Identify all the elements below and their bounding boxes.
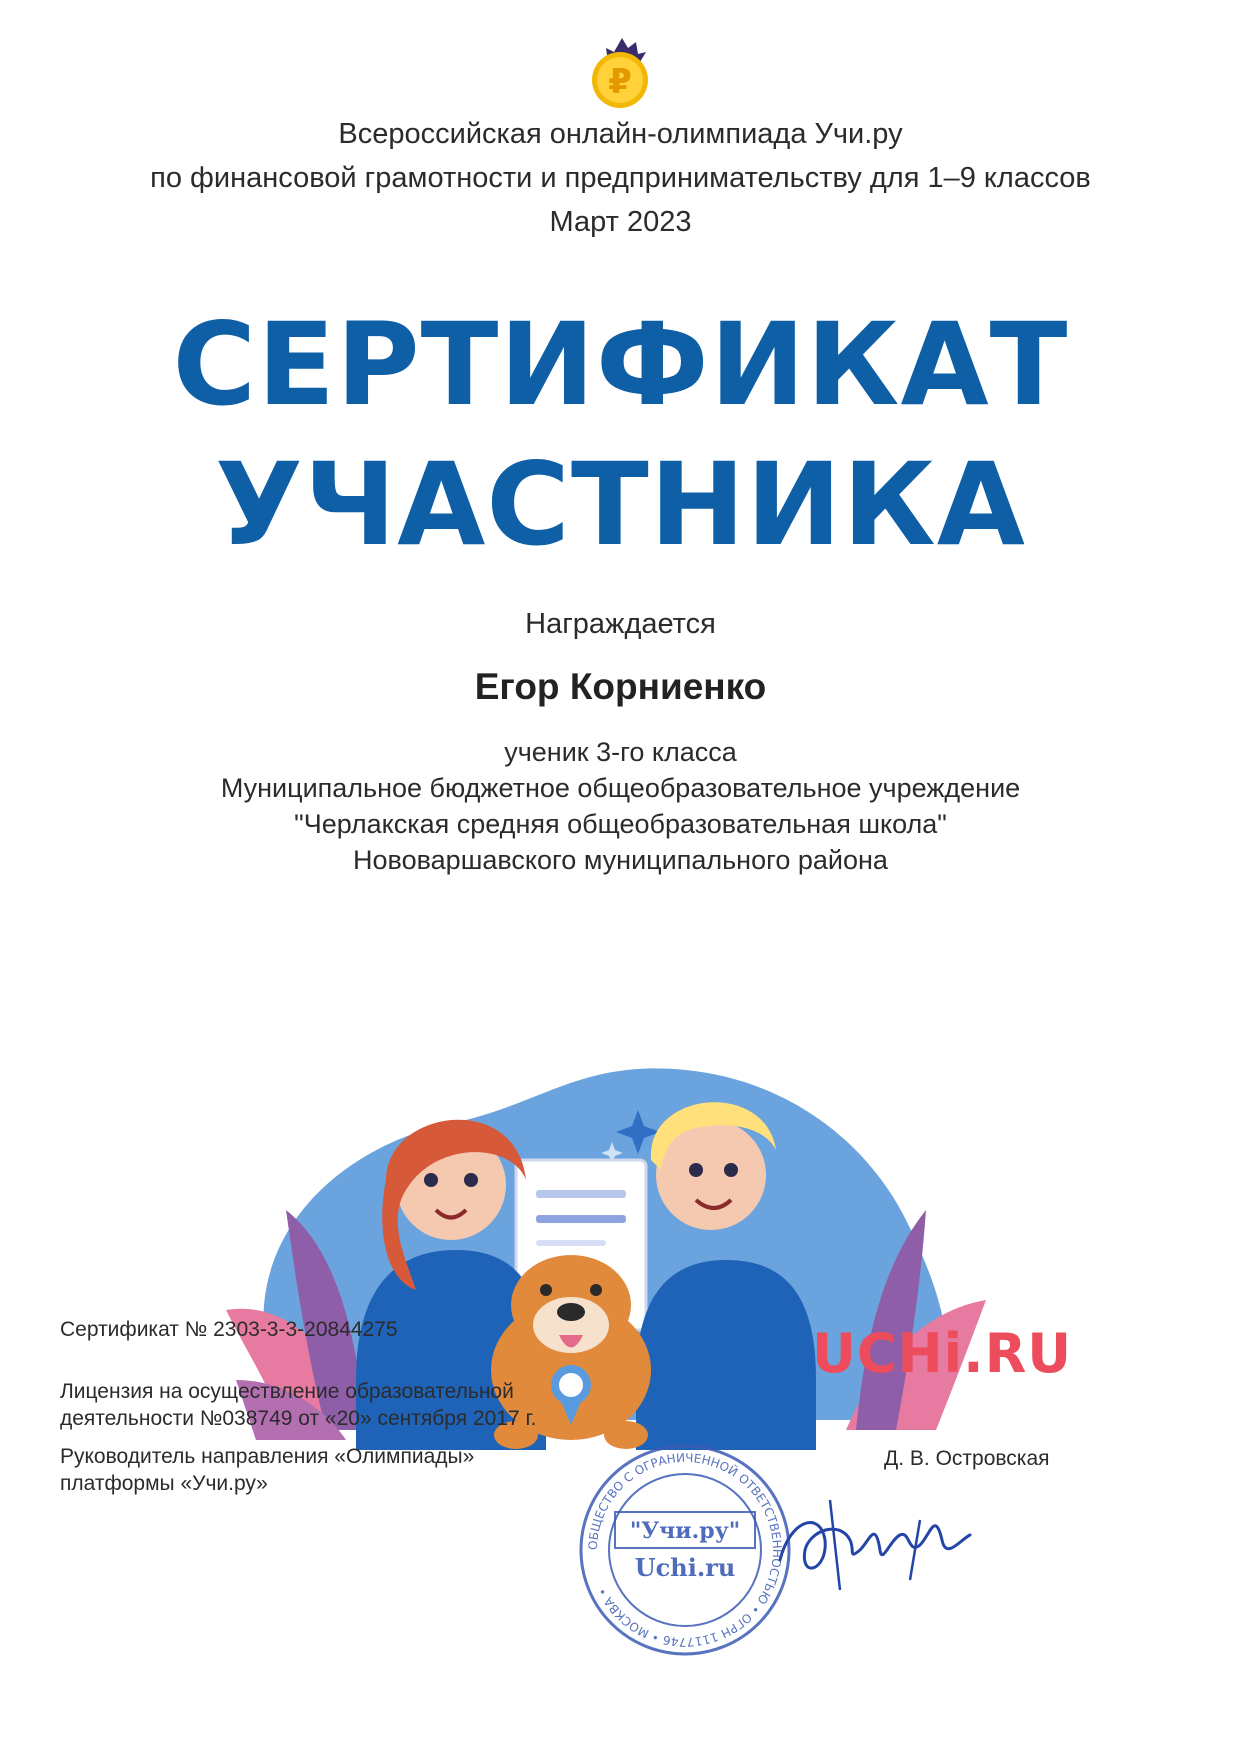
license-line1: Лицензия на осуществление образовательной [60,1380,514,1403]
ruble-coin-icon [588,34,652,110]
certificate-title-line1: СЕРТИФИКАТ [172,298,1069,431]
recipient-grade: ученик 3-го класса [504,737,737,767]
olympiad-subject: по финансовой грамотности и предпринимательству для 1–9 классов [150,162,1091,194]
awarded-label: Награждается [525,608,716,640]
school-district: Нововаршавского муниципального района [353,845,888,875]
school-name: "Черлакская средняя общеобразовательная школа" [294,809,947,839]
head-title-line2: платформы «Учи.ру» [60,1472,268,1495]
recipient-name: Егор Корниенко [474,666,767,707]
olympiad-date: Март 2023 [549,206,692,238]
olympiad-title: Всероссийская онлайн-олимпиада Учи.ру [338,118,903,150]
signatory-name: Д. В. Островская [884,1447,1050,1470]
license-line2: деятельности №038749 от «20» сентября 2017 г. [60,1407,537,1430]
svg-text:"Учи.ру": "Учи.ру" [629,1518,741,1544]
svg-text:Uchi.ru: Uchi.ru [634,1553,736,1582]
svg-text:₽: ₽ [608,62,632,102]
head-title-line1: Руководитель направления «Олимпиады» [60,1445,475,1468]
school-type: Муниципальное бюджетное общеобразовательное учреждение [220,773,1021,803]
company-stamp [565,1440,805,1660]
certificate-title-line2: УЧАСТНИКА [215,438,1026,571]
uchi-ru-logo: UCHi.RU [812,1322,1073,1385]
certificate-number: Сертификат № 2303-3-3-20844275 [60,1318,398,1341]
svg-text:ОБЩЕСТВО С ОГРАНИЧЕННОЙ ОТВЕТС: ОБЩЕСТВО С ОГРАНИЧЕННОЙ ОТВЕТСТВЕННОСТЬЮ • ОГРН 1117746 • МОСКВА • [585,1450,785,1650]
handwritten-signature [770,1480,980,1610]
